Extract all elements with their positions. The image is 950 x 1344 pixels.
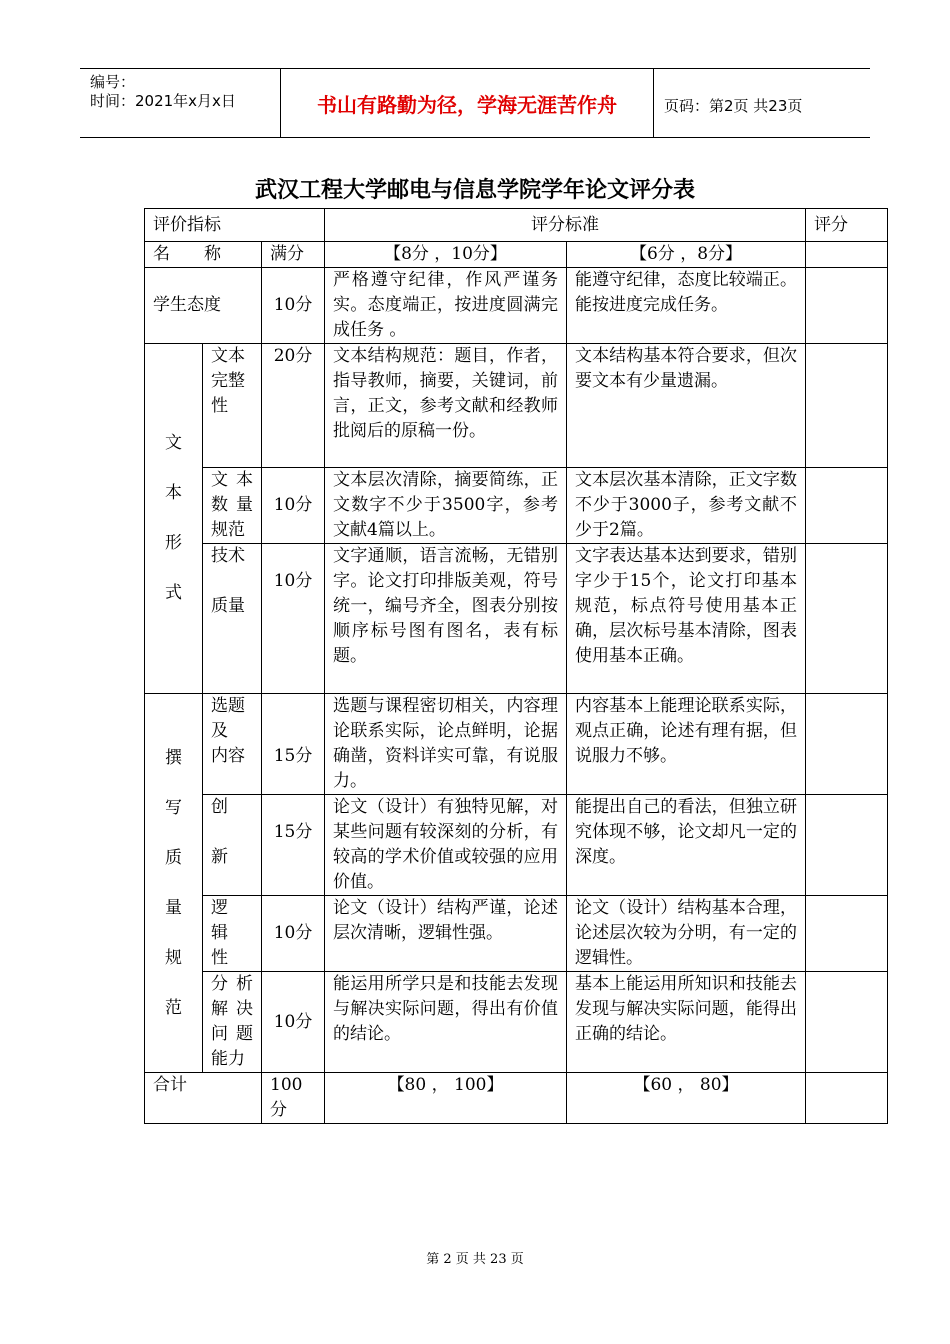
row-mid: 能遵守纪律，态度比较端正。能按进度完成任务。 bbox=[567, 268, 806, 344]
score-cell bbox=[806, 972, 888, 1073]
row-full: 10分 bbox=[262, 268, 325, 344]
serial-label: 编号： bbox=[90, 73, 136, 91]
score-cell bbox=[806, 1073, 888, 1124]
score-cell bbox=[806, 344, 888, 468]
row-full: 20分 bbox=[262, 344, 325, 468]
col-full-header: 满分 bbox=[262, 242, 325, 268]
table-row bbox=[145, 544, 888, 694]
score-cell bbox=[806, 468, 888, 544]
table-row bbox=[145, 694, 888, 795]
row-name: 分析解决问题能力 bbox=[203, 972, 262, 1073]
row-mid: 能提出自己的看法，但独立研究体现不够，论文却凡一定的深度。 bbox=[567, 795, 806, 896]
header-page-info: 页码：第2页 共23页 bbox=[664, 97, 803, 115]
table-row bbox=[145, 344, 888, 468]
table-row bbox=[145, 896, 888, 972]
score-cell bbox=[806, 795, 888, 896]
row-high: 文本层次清除，摘要简练，正文数字不少于3500字，参考文献4篇以上。 bbox=[325, 468, 567, 544]
page-header bbox=[80, 68, 870, 138]
row-high: 论文（设计）结构严谨，论述层次清晰，逻辑性强。 bbox=[325, 896, 567, 972]
time-label: 时间：2021年x月x日 bbox=[90, 92, 236, 110]
row-full: 10分 bbox=[262, 972, 325, 1073]
range-high-header: 【8分 ，10分】 bbox=[325, 242, 567, 268]
table-row bbox=[145, 795, 888, 896]
row-name: 逻 辑 性 bbox=[203, 896, 262, 972]
row-mid: 内容基本上能理论联系实际，观点正确，论述有理有据，但说服力不够。 bbox=[567, 694, 806, 795]
row-high: 选题与课程密切相关，内容理论联系实际，论点鲜明，论据确凿，资料详实可靠，有说服力。 bbox=[325, 694, 567, 795]
table-row bbox=[145, 972, 888, 1073]
score-cell bbox=[806, 268, 888, 344]
table-header-row bbox=[145, 209, 888, 242]
row-mid: 文本结构基本符合要求，但次要文本有少量遗漏。 bbox=[567, 344, 806, 468]
row-name: 文本数量规范 bbox=[203, 468, 262, 544]
row-name: 技术 质量 bbox=[203, 544, 262, 694]
col-score-header: 评分 bbox=[806, 209, 888, 242]
table-subheader-row bbox=[145, 242, 888, 268]
row-mid: 基本上能运用所知识和技能去发现与解决实际问题，能得出正确的结论。 bbox=[567, 972, 806, 1073]
table-row bbox=[145, 268, 888, 344]
row-name: 创 新 bbox=[203, 795, 262, 896]
score-cell bbox=[806, 544, 888, 694]
page-footer: 第 2 页 共 23 页 bbox=[426, 1252, 524, 1267]
row-full: 15分 bbox=[262, 795, 325, 896]
total-high: 【80 ， 100】 bbox=[325, 1073, 567, 1124]
total-full: 100分 bbox=[262, 1073, 325, 1124]
row-mid: 文字表达基本达到要求，错别字少于15个，论文打印基本规范，标点符号使用基本正确，层次标号基本清除，图表使用基本正确。 bbox=[567, 544, 806, 694]
total-name: 合计 bbox=[145, 1073, 262, 1124]
table-total-row bbox=[145, 1073, 888, 1124]
row-mid: 论文（设计）结构基本合理，论述层次较为分明，有一定的逻辑性。 bbox=[567, 896, 806, 972]
scoring-table bbox=[144, 208, 888, 1124]
header-motto: 书山有路勤为径，学海无涯苦作舟 bbox=[281, 69, 654, 137]
row-mid: 文本层次基本清除，正文字数不少于3000子，参考文献不少于2篇。 bbox=[567, 468, 806, 544]
table-row bbox=[145, 468, 888, 544]
group-label-writing: 撰 写 质 量 规 范 bbox=[145, 694, 203, 1073]
score-cell bbox=[806, 896, 888, 972]
score-cell bbox=[806, 242, 888, 268]
col-name-header: 名 称 bbox=[145, 242, 262, 268]
score-cell bbox=[806, 694, 888, 795]
total-mid: 【60 ， 80】 bbox=[567, 1073, 806, 1124]
col-standard-header: 评分标准 bbox=[325, 209, 806, 242]
header-meta bbox=[80, 69, 281, 137]
row-high: 论文（设计）有独特见解，对某些问题有较深刻的分析，有较高的学术价值或较强的应用价值。 bbox=[325, 795, 567, 896]
row-high: 文本结构规范：题目，作者，指导教师，摘要，关键词，前言，正文，参考文献和经教师批阅后的原稿一份。 bbox=[325, 344, 567, 468]
row-high: 文字通顺，语言流畅，无错别字。论文打印排版美观，符号统一，编号齐全，图表分别按顺序标号图有图名，表有标题。 bbox=[325, 544, 567, 694]
row-full: 10分 bbox=[262, 468, 325, 544]
col-indicator-header: 评价指标 bbox=[145, 209, 325, 242]
row-name: 选题 及 内容 bbox=[203, 694, 262, 795]
row-full: 10分 bbox=[262, 896, 325, 972]
row-high: 严格遵守纪律，作风严谨务实。态度端正，按进度圆满完成任务 。 bbox=[325, 268, 567, 344]
row-high: 能运用所学只是和技能去发现与解决实际问题，得出有价值的结论。 bbox=[325, 972, 567, 1073]
row-name: 文本完整性 bbox=[203, 344, 262, 468]
document-title: 武汉工程大学邮电与信息学院学年论文评分表 bbox=[254, 178, 695, 203]
row-full: 15分 bbox=[262, 694, 325, 795]
row-full: 10分 bbox=[262, 544, 325, 694]
row-name: 学生态度 bbox=[145, 268, 262, 344]
range-mid-header: 【6分 ，8分】 bbox=[567, 242, 806, 268]
group-label-form: 文 本 形 式 bbox=[145, 344, 203, 694]
